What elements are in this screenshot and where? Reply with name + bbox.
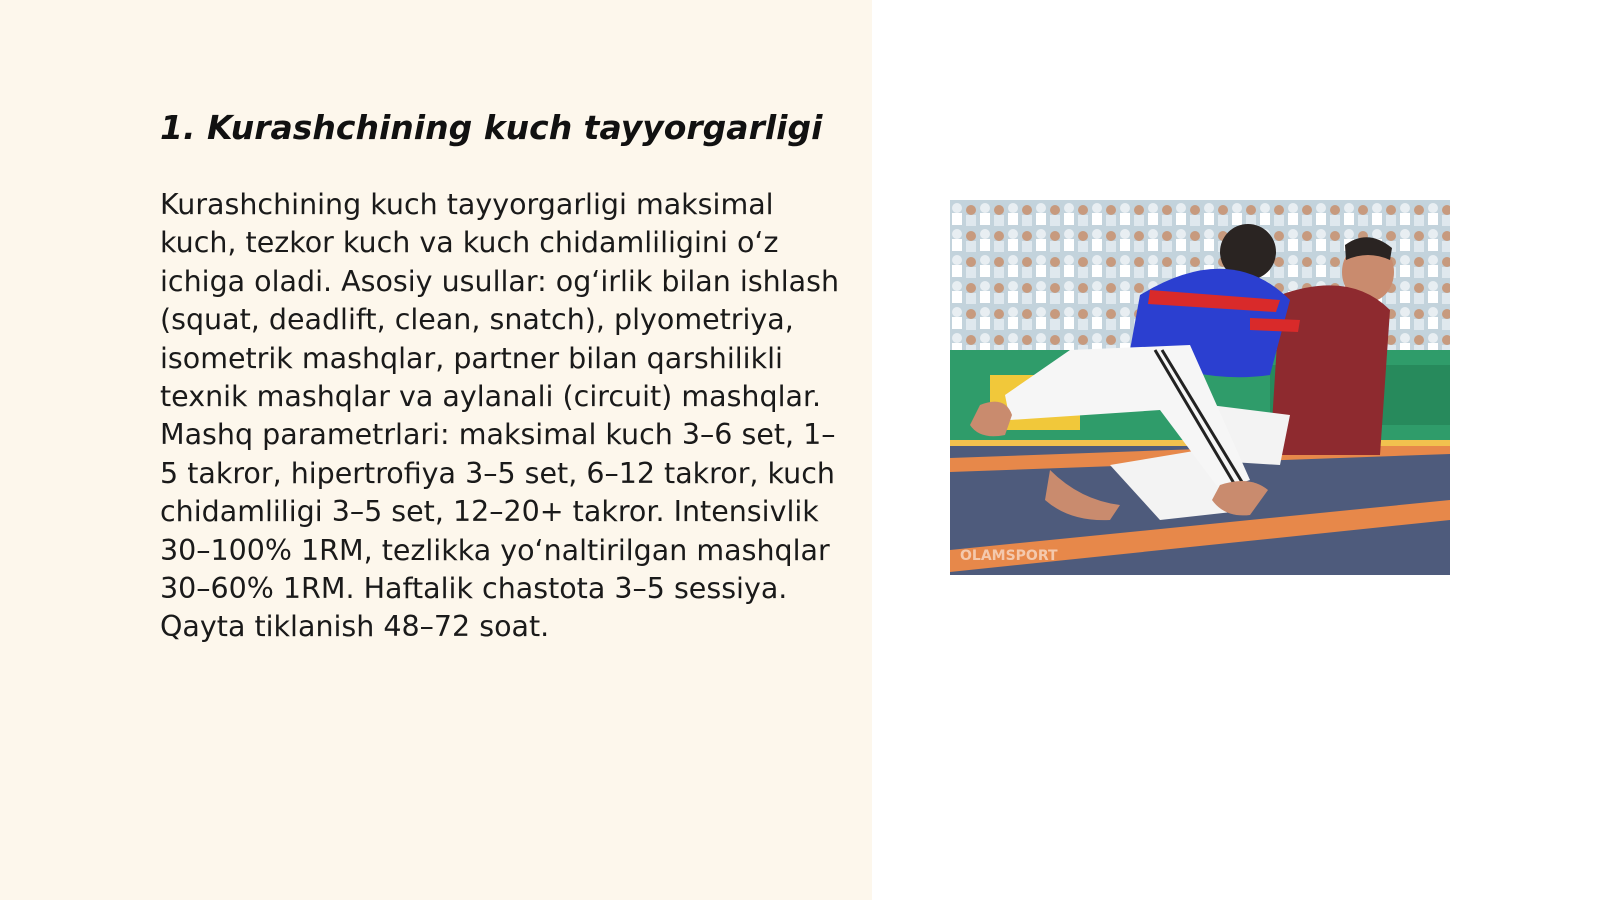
slide-title: 1. Kurashchining kuch tayyorgarligi bbox=[160, 108, 823, 147]
wrestling-photo bbox=[950, 200, 1450, 575]
slide-body-text: Kurashchining kuch tayyorgarligi maksimal kuch, tezkor kuch va kuch chidamliligini o‘z ichiga oladi. Asosiy usullar: og‘irlik bilan ishlash (squat, deadlift, clean, snatch), plyometriya, isometrik mashqlar, partner bilan qarshilikli texnik mashqlar va aylanali (circuit) mashqlar. Mashq parametrlari: maksimal kuch 3–6 set, 1–5 takror, hipertrofiya 3–5 set, 6–12 takror, kuch chidamliligi 3–5 set, 12–20+ takror. Intensivlik 30–100% 1RM, tezlikka yo‘naltirilgan mashqlar 30–60% 1RM. Haftalik chastota 3–5 sessiya. Qayta tiklanish 48–72 soat. bbox=[160, 188, 840, 644]
wrestling-photo-illustration bbox=[950, 200, 1450, 575]
photo-watermark: OLAMSPORT bbox=[960, 548, 1058, 564]
